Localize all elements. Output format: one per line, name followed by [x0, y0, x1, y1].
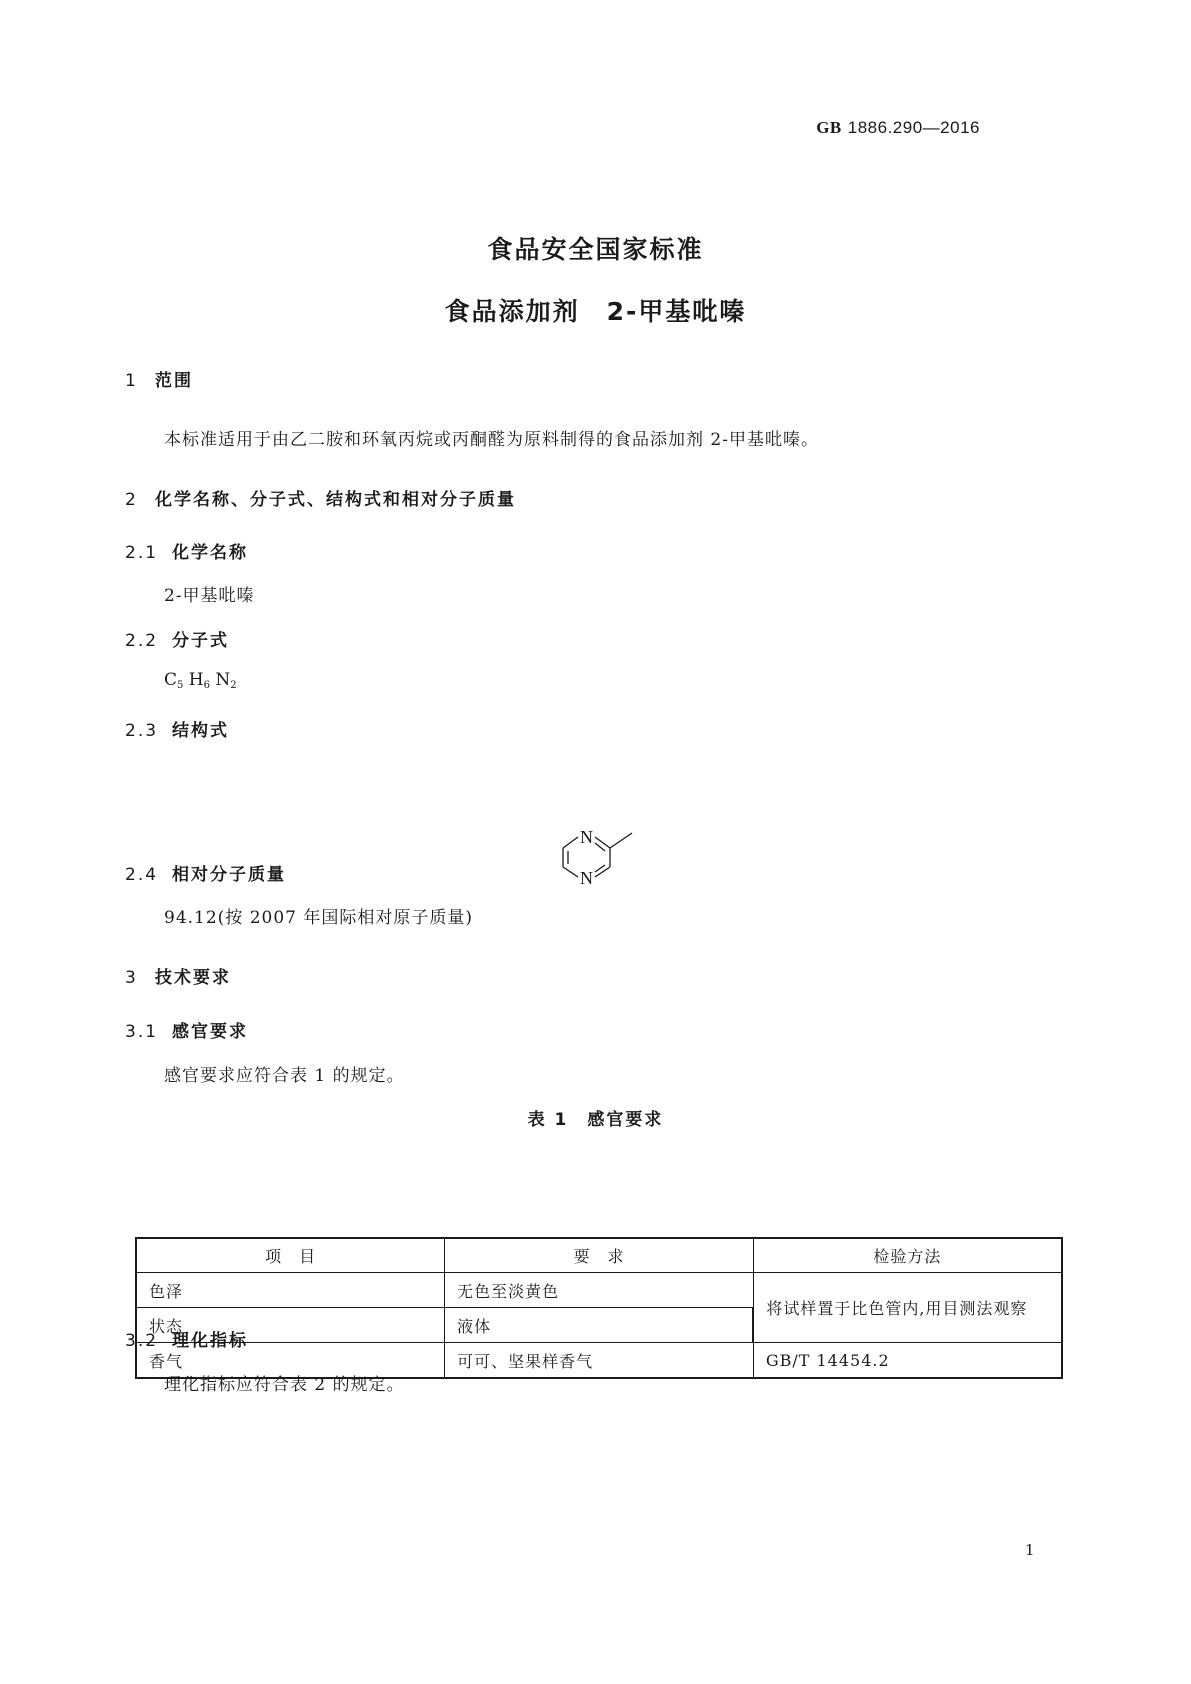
section-number: 3.2 — [125, 1331, 159, 1351]
table-cell-item: 状态 — [136, 1308, 445, 1343]
section-heading-1 — [125, 366, 193, 391]
section-heading-3-2 — [125, 1326, 248, 1351]
ring-bond — [595, 867, 610, 877]
standard-code — [816, 118, 980, 138]
standard-prefix: GB — [816, 118, 842, 137]
section-heading-3 — [125, 963, 231, 988]
chemical-name: 2-甲基吡嗪 — [164, 586, 255, 606]
section-title: 相对分子质量 — [172, 865, 286, 885]
section-heading-2-1 — [125, 538, 248, 563]
molecular-mass: 94.12(按 2007 年国际相对原子质量) — [164, 908, 474, 928]
document-subtitle: 食品添加剂 2-甲基吡嗪 — [444, 297, 747, 326]
formula-nitrogen: N — [215, 670, 231, 690]
formula-nitrogen-count: 2 — [230, 680, 237, 691]
double-bond — [595, 843, 605, 851]
structural-formula — [551, 815, 651, 900]
section-heading-2 — [125, 485, 516, 510]
section-heading-2-4 — [125, 860, 286, 885]
table-cell-method: 将试样置于比色管内,用目测法观察 — [753, 1273, 1062, 1343]
scope-paragraph: 本标准适用于由乙二胺和环氧丙烷或丙酮醛为原料制得的食品添加剂 2-甲基吡嗪。 — [164, 430, 819, 450]
sensory-requirements-table — [135, 1237, 1063, 1379]
nitrogen-atom-label: N — [580, 868, 593, 888]
molecular-formula — [164, 670, 237, 691]
section-title: 技术要求 — [155, 968, 231, 988]
table-cell-requirement: 液体 — [445, 1308, 754, 1343]
table-row — [136, 1273, 1062, 1308]
page-number: 1 — [1025, 1541, 1035, 1559]
section-heading-2-2 — [125, 626, 229, 651]
table-caption: 表 1 感官要求 — [527, 1110, 664, 1130]
table-cell-requirement: 可可、坚果样香气 — [445, 1343, 754, 1379]
formula-carbon-count: 5 — [177, 680, 184, 691]
section-title: 结构式 — [172, 721, 229, 741]
section-title: 理化指标 — [172, 1331, 248, 1351]
document-title: 食品安全国家标准 — [487, 235, 704, 264]
nitrogen-atom-label: N — [580, 827, 593, 847]
section-number: 2.1 — [125, 543, 159, 563]
physicochemical-paragraph: 理化指标应符合表 2 的规定。 — [164, 1375, 405, 1395]
ring-bond — [595, 837, 610, 848]
section-number: 2.2 — [125, 631, 159, 651]
table-header-cell: 要 求 — [445, 1238, 754, 1273]
standard-number: 1886.290—2016 — [847, 118, 980, 137]
table-header-cell: 检验方法 — [753, 1238, 1062, 1273]
sensory-paragraph: 感官要求应符合表 1 的规定。 — [164, 1066, 405, 1086]
section-title: 化学名称、分子式、结构式和相对分子质量 — [155, 490, 516, 510]
formula-hydrogen-count: 6 — [203, 680, 210, 691]
section-title: 感官要求 — [172, 1022, 248, 1042]
formula-hydrogen: H — [188, 670, 204, 690]
section-number: 3.1 — [125, 1022, 159, 1042]
section-number: 2 — [125, 490, 138, 510]
table-cell-item: 香气 — [136, 1343, 445, 1379]
section-title: 化学名称 — [172, 543, 248, 563]
formula-carbon: C — [164, 670, 178, 690]
section-number: 3 — [125, 968, 138, 988]
table-cell-method: GB/T 14454.2 — [753, 1343, 1062, 1379]
section-heading-2-3 — [125, 716, 229, 741]
section-title: 范围 — [155, 371, 193, 391]
section-number: 1 — [125, 371, 138, 391]
methyl-bond — [610, 833, 632, 848]
ring-bond — [563, 867, 578, 877]
section-number: 2.3 — [125, 721, 159, 741]
table-cell-item: 色泽 — [136, 1273, 445, 1308]
section-number: 2.4 — [125, 865, 159, 885]
ring-bond — [563, 837, 578, 848]
section-heading-3-1 — [125, 1017, 248, 1042]
section-title: 分子式 — [172, 631, 229, 651]
table-cell-requirement: 无色至淡黄色 — [445, 1273, 754, 1308]
table-header-cell: 项 目 — [136, 1238, 445, 1273]
table-header-row — [136, 1238, 1062, 1273]
